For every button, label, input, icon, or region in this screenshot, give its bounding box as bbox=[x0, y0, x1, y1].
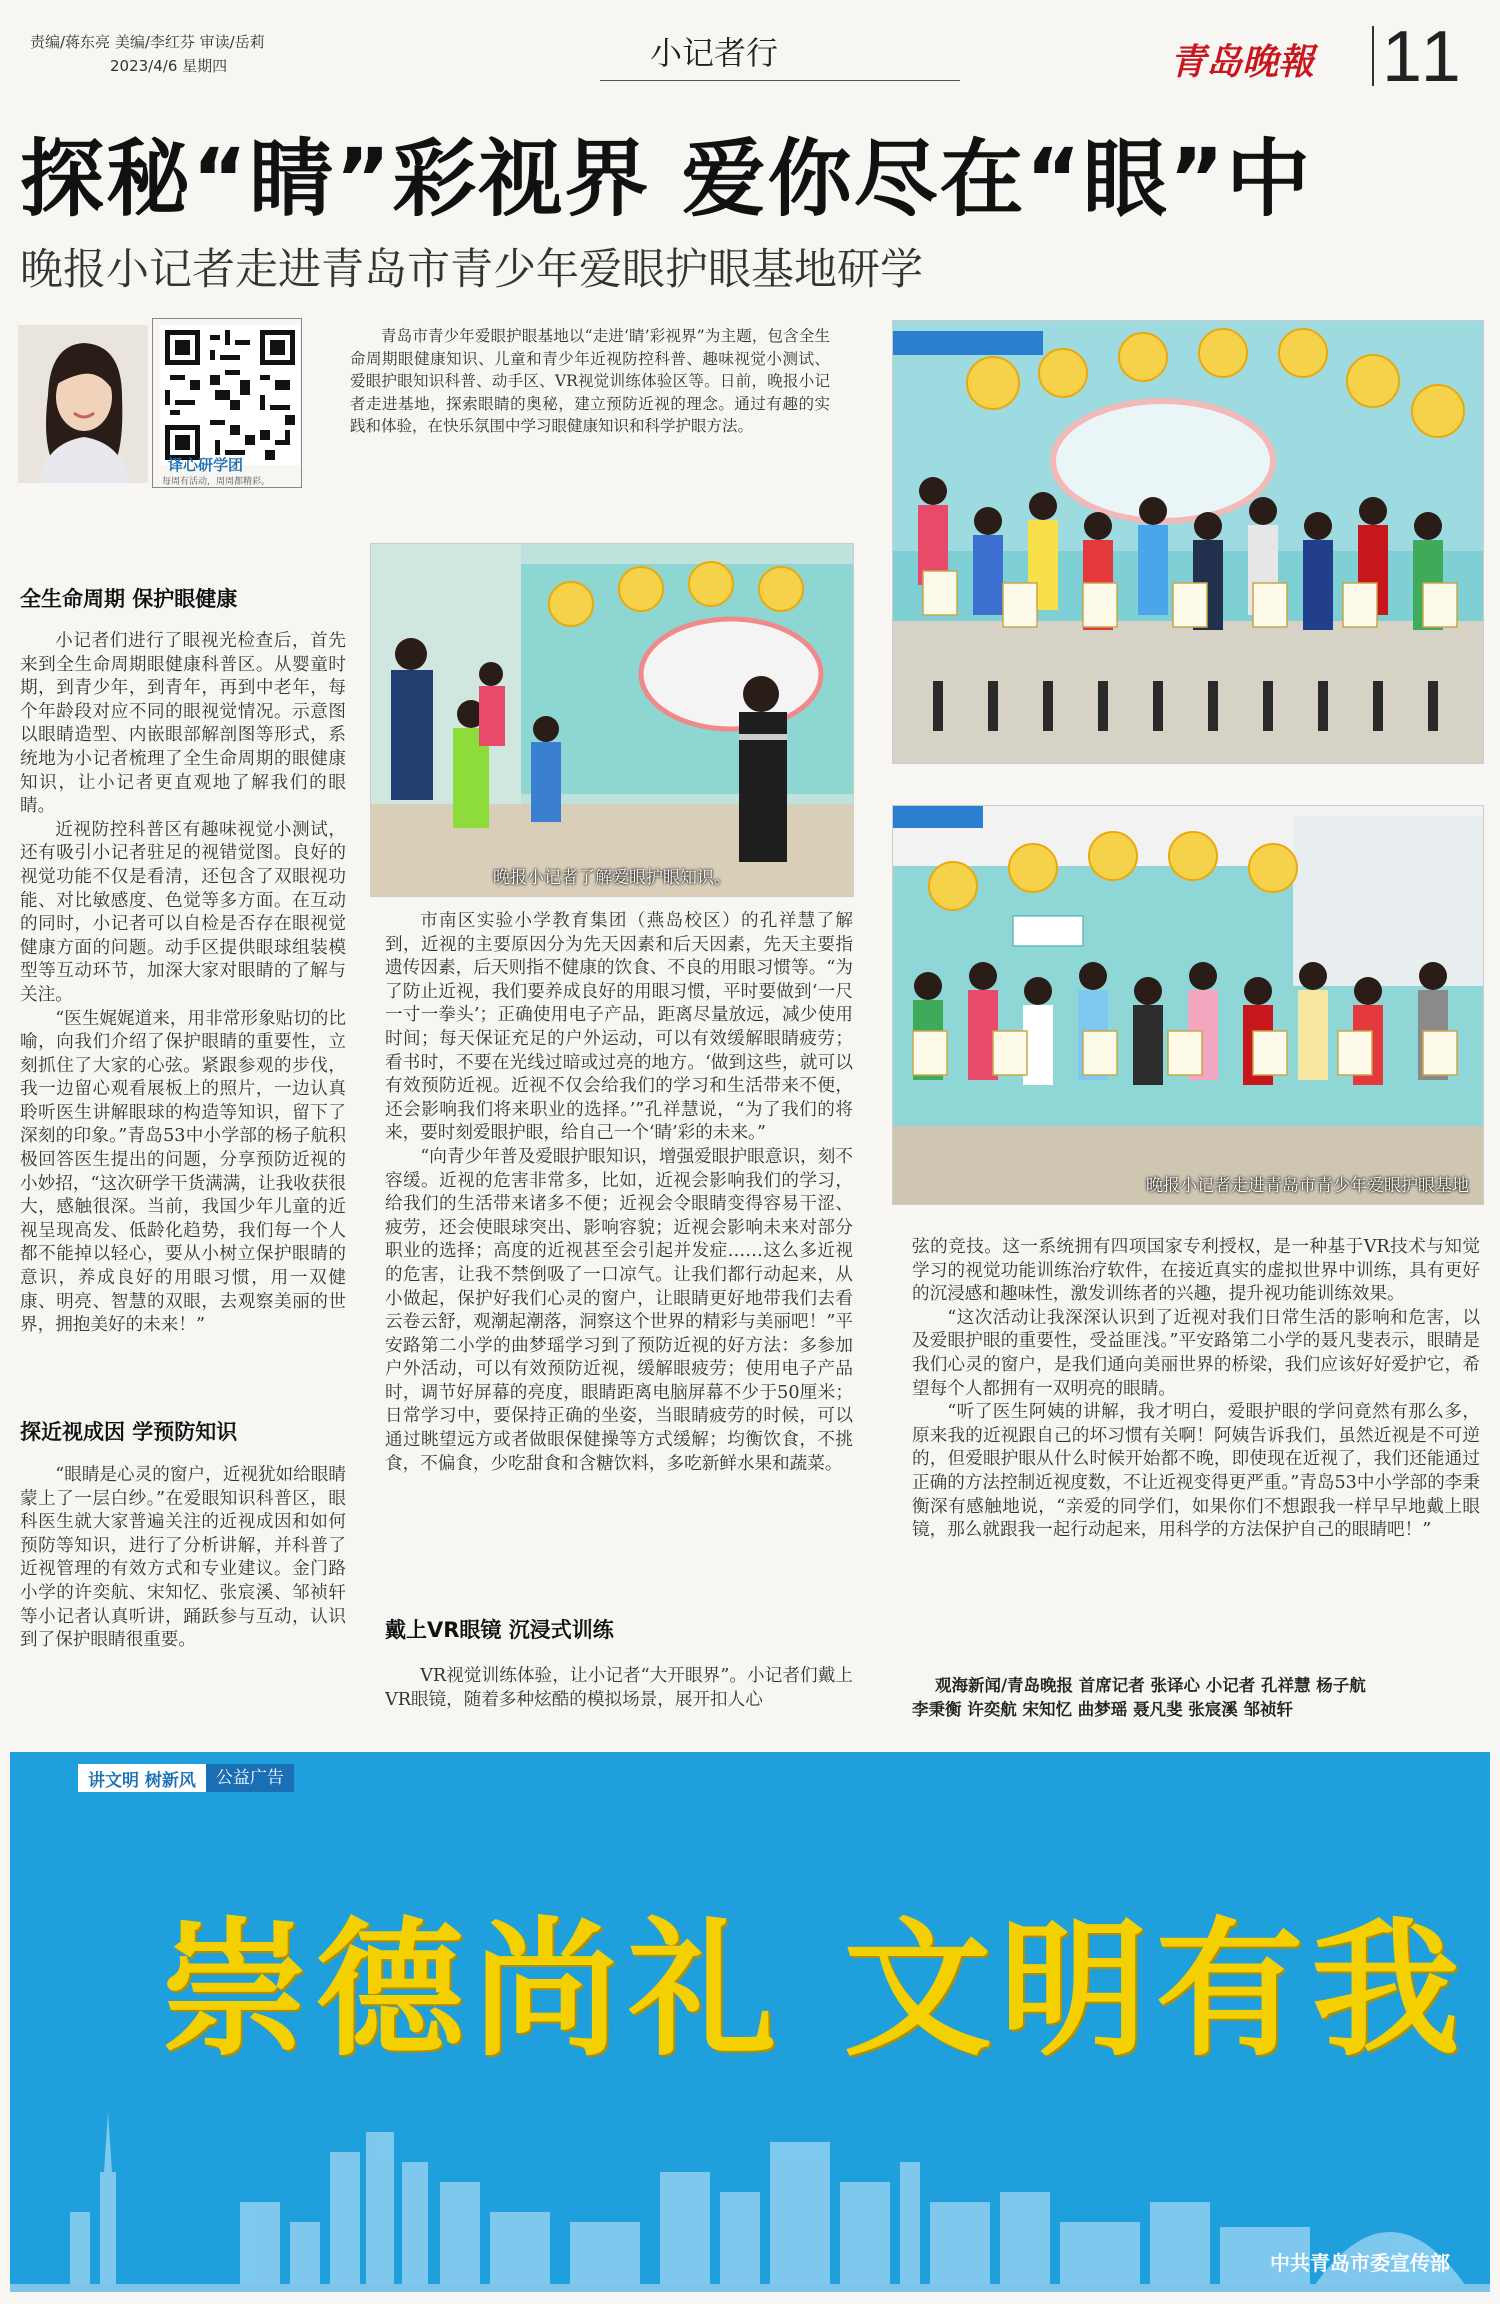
ad-slogan: 崇德尚礼 文明有我 bbox=[160, 1902, 1468, 2076]
section3-column bbox=[385, 1665, 853, 1715]
subheadline: 晚报小记者走进青岛市青少年爱眼护眼基地研学 bbox=[20, 245, 923, 295]
intro-paragraph bbox=[350, 325, 830, 505]
issue-date: 2023/4/6 星期四 bbox=[110, 57, 228, 75]
middle-column bbox=[385, 910, 853, 1606]
section1-paragraph: “医生娓娓道来，用非常形象贴切的比喻，向我们介绍了保护眼睛的重要性，立刻抓住了大家的心弦。紧跟参观的步伐，我一边留心观看展板上的照片，一边认真聆听医生讲解眼球的构造等知识，留下了深刻的印象。”青岛53中小学部的杨子航积极回答医生提出的问题，分享预防近视的小妙招，“这次研学干货满满，让我收获很大，感触很深。当前，我国少年儿童的近视呈现高发、低龄化趋势，我们每一个人都不能掉以轻心，要从小树立保护眼睛的意识，养成良好的用眼习惯，用一双健康、明亮、智慧的双眼，去观察美丽的世界，拥抱美好的未来！” bbox=[20, 1008, 346, 1336]
ad-tag bbox=[76, 1762, 296, 1794]
intro-text: 青岛市青少年爱眼护眼基地以“走进‘睛’彩视界”为主题，包含全生命周期眼健康知识、儿童和青少年近视防控科普、趣味视觉小测试、爱眼护眼知识科普、动手区、VR视觉训练体验区等。日前，晚报小记者走进基地，探索眼睛的奥秘，建立预防近视的理念。通过有趣的实践和体验，在快乐氛围中学习眼健康知识和科学护眼方法。 bbox=[350, 327, 830, 436]
right-paragraph: “听了医生阿姨的讲解，我才明白，爱眼护眼的学问竟然有那么多，原来我的近视跟自己的坏习惯有关啊！阿姨告诉我们，虽然近视是不可逆的，但爱眼护眼从什么时候开始都不晚，即使现在近视了，我们还能通过正确的方法控制近视度数，不让近视变得更严重。”青岛53中小学部的李秉衡深有感触地说，“亲爱的同学们，如果你们不想跟我一样早早地戴上眼镜，那么就跟我一起行动起来，用科学的方法保护自己的眼睛吧！” bbox=[912, 1402, 1480, 1541]
subheading-section2: 探近视成因 学预防知识 bbox=[20, 1420, 238, 1444]
section2-paragraph: “眼睛是心灵的窗户，近视犹如给眼睛蒙上了一层白纱。”在爱眼知识科普区，眼科医生就大家普遍关注的近视成因和如何预防等知识，进行了分析讲解，并科普了近视管理的有效方式和专业建议。金门路小学的许奕航、宋知忆、张宸溪、邹祯轩等小记者认真听讲，踊跃参与互动，认识到了保护眼睛很重要。 bbox=[20, 1465, 346, 1651]
city-skyline bbox=[10, 2052, 1490, 2292]
qr-slogan: 每周有活动，周周都精彩。 bbox=[162, 477, 271, 487]
middle-paragraph: 市南区实验小学教育集团（燕岛校区）的孔祥慧了解到，近视的主要原因分为先天因素和后天因素，先天主要指遗传因素，后天则指不健康的饮食、不良的用眼习惯等。“为了防止近视，我们要养成良好的用眼习惯，平时要做到‘一尺一寸一拳头’；正确使用电子产品，距离尽量放远，减少使用时间；每天保证充足的户外运动，可以有效缓解眼睛疲劳；看书时，不要在光线过暗或过亮的地方。‘做到这些，就可以有效预防近视。近视不仅会给我们的学习和生活带来不便，还会影响我们将来职业的选择。’”孔祥慧说，“为了我们的将来，要时刻爱眼护眼，给自己一个‘睛’彩的未来。” bbox=[385, 911, 853, 1144]
middle-paragraph: “向青少年普及爱眼护眼知识，增强爱眼护眼意识，刻不容缓。近视的危害非常多，比如，近视会影响我们的学习，给我们的生活带来诸多不便；近视会令眼睛变得容易干涩、疲劳，还会使眼球突出、影响容貌；近视会影响未来对部分职业的选择；高度的近视甚至会引起并发症……这么多近视的危害，让我不禁倒吸了一口凉气。让我们都行动起来，从小做起，保护好我们心灵的窗户，让眼睛更好地带我们去看云卷云舒，观潮起潮落，洞察这个世界的精彩与美丽吧！”平安路第二小学的曲梦瑶学习到了预防近视的好方法：多参加户外活动，可以有效预防近视，缓解眼疲劳；使用电子产品时，调节好屏幕的亮度，眼睛距离电脑屏幕不少于50厘米；日常学习中，要保持正确的坐姿，当眼睛疲劳的时候，可以通过眺望远方或者做眼保健操等方式缓解；均衡饮食，不挑食，不偏食，少吃甜食和含糖饮料，多吃新鲜水果和蔬菜。 bbox=[385, 1146, 853, 1474]
header-rule bbox=[600, 80, 960, 81]
photo-group-certificates-2 bbox=[892, 805, 1484, 1205]
photo-group-certificates-1 bbox=[892, 320, 1484, 764]
photo-caption-base: 晚报小记者走进青岛市青少年爱眼护眼基地 bbox=[1146, 1176, 1469, 1196]
reporter-portrait bbox=[18, 325, 148, 483]
editors-line: 责编/蒋东亮 美编/李红芬 审读/岳莉 bbox=[30, 33, 265, 51]
right-paragraph: 弦的竞技。这一系统拥有四项国家专利授权，是一种基于VR技术与知觉学习的视觉功能训练治疗软件，在接近真实的虚拟世界中训练，具有更好的沉浸感和趣味性，激发训练者的兴趣，提升视功能训练效果。 bbox=[912, 1237, 1480, 1305]
ad-tag-campaign: 讲文明 树新风 bbox=[88, 1770, 196, 1791]
section-title: 小记者行 bbox=[650, 34, 779, 72]
page-number: 11 bbox=[1382, 17, 1465, 97]
section2-column bbox=[20, 1464, 346, 1714]
ad-sponsor: 中共青岛市委宣传部 bbox=[1270, 2251, 1450, 2275]
subheading-section1: 全生命周期 保护眼健康 bbox=[20, 587, 238, 611]
newspaper-logo: 青岛晚報 bbox=[1170, 41, 1315, 83]
ad-tag-type: 公益广告 bbox=[206, 1764, 294, 1792]
section3-paragraph: VR视觉训练体验，让小记者“大开眼界”。小记者们戴上VR眼镜，随着多种炫酷的模拟场景，展开扣人心 bbox=[385, 1666, 853, 1710]
byline-line1: 观海新闻/青岛晚报 首席记者 张译心 小记者 孔祥慧 杨子航 bbox=[935, 1676, 1366, 1695]
subheading-section3: 戴上VR眼镜 沉浸式训练 bbox=[385, 1618, 614, 1642]
photo-exhibition-hall bbox=[370, 543, 854, 897]
right-column bbox=[912, 1236, 1480, 1616]
headline: 探秘“睛”彩视界 爱你尽在“眼”中 bbox=[20, 130, 1313, 228]
public-service-ad bbox=[10, 1752, 1490, 2292]
section1-column bbox=[20, 630, 346, 1410]
right-paragraph: “这次活动让我深深认识到了近视对我们日常生活的影响和危害，以及爱眼护眼的重要性，受益匪浅。”平安路第二小学的聂凡斐表示，眼睛是我们心灵的窗户，是我们通向美丽世界的桥梁，我们应该好好爱护它，希望每个人都拥有一双明亮的眼睛。 bbox=[912, 1307, 1480, 1399]
photo-caption-exhibition: 晚报小记者了解爱眼护眼知识。 bbox=[493, 868, 731, 888]
qr-group-name: 译心研学团 bbox=[168, 456, 244, 474]
section1-paragraph: 小记者们进行了眼视光检查后，首先来到全生命周期眼健康科普区。从婴童时期，到青少年，到青年，再到中老年，每个年龄段对应不同的眼视觉情况。示意图以眼睛造型、内嵌眼部解剖图等形式，系统地为小记者梳理了全生命周期的眼健康知识，让小记者更直观地了解我们的眼睛。 bbox=[20, 631, 346, 817]
byline-line2: 李秉衡 许奕航 宋知忆 曲梦瑶 聂凡斐 张宸溪 邹祯轩 bbox=[912, 1700, 1293, 1719]
section1-paragraph: 近视防控科普区有趣味视觉小测试，还有吸引小记者驻足的视错觉图。良好的视觉功能不仅是看清，还包含了双眼视功能、对比敏感度、色觉等多方面。在互动的同时，小记者可以自检是否存在眼视觉健康方面的问题。动手区提供眼球组装模型等互动环节，加深大家对眼睛的了解与关注。 bbox=[20, 819, 346, 1005]
header-divider bbox=[1372, 26, 1374, 86]
